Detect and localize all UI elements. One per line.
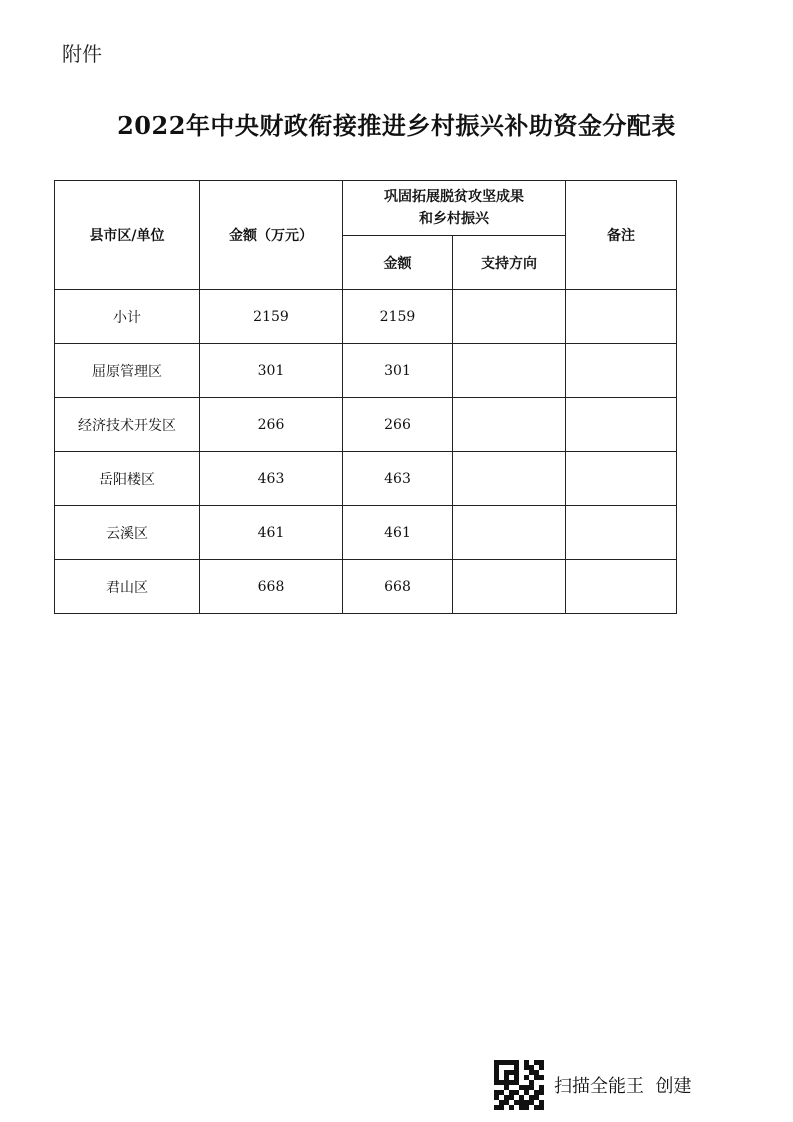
table-row bbox=[55, 506, 677, 560]
header-sub-direction: 支持方向 bbox=[453, 236, 566, 290]
row-sub-amount: 463 bbox=[343, 452, 453, 506]
row-sub-amount: 2159 bbox=[343, 290, 453, 344]
row-remark bbox=[566, 344, 677, 398]
row-sub-amount: 301 bbox=[343, 344, 453, 398]
header-row-1 bbox=[55, 181, 677, 236]
row-direction bbox=[453, 290, 566, 344]
row-amount: 668 bbox=[200, 560, 343, 614]
table-row bbox=[55, 344, 677, 398]
scanner-watermark bbox=[494, 1060, 691, 1110]
allocation-table bbox=[54, 180, 677, 614]
row-remark bbox=[566, 506, 677, 560]
qr-code-icon bbox=[494, 1060, 544, 1110]
table-row bbox=[55, 452, 677, 506]
row-direction bbox=[453, 398, 566, 452]
row-remark bbox=[566, 560, 677, 614]
row-unit: 岳阳楼区 bbox=[55, 452, 200, 506]
row-unit: 小计 bbox=[55, 290, 200, 344]
row-direction bbox=[453, 344, 566, 398]
row-direction bbox=[453, 560, 566, 614]
row-remark bbox=[566, 452, 677, 506]
header-group bbox=[343, 181, 566, 236]
row-unit: 经济技术开发区 bbox=[55, 398, 200, 452]
row-amount: 463 bbox=[200, 452, 343, 506]
row-amount: 266 bbox=[200, 398, 343, 452]
row-amount: 461 bbox=[200, 506, 343, 560]
row-sub-amount: 668 bbox=[343, 560, 453, 614]
table-row bbox=[55, 398, 677, 452]
row-unit: 君山区 bbox=[55, 560, 200, 614]
row-sub-amount: 461 bbox=[343, 506, 453, 560]
header-remark: 备注 bbox=[566, 181, 677, 290]
row-unit: 屈原管理区 bbox=[55, 344, 200, 398]
watermark-text: 扫描全能王 创建 bbox=[554, 1076, 692, 1097]
row-unit: 云溪区 bbox=[55, 506, 200, 560]
header-sub-amount: 金额 bbox=[343, 236, 453, 290]
table-row bbox=[55, 290, 677, 344]
header-unit: 县市区/单位 bbox=[55, 181, 200, 290]
header-group-line-2: 和乡村振兴 bbox=[419, 211, 489, 227]
header-amount: 金额（万元） bbox=[200, 181, 343, 290]
table-row bbox=[55, 560, 677, 614]
row-sub-amount: 266 bbox=[343, 398, 453, 452]
row-direction bbox=[453, 506, 566, 560]
attachment-label: 附件 bbox=[62, 42, 102, 66]
row-amount: 2159 bbox=[200, 290, 343, 344]
document-title: 2022年中央财政衔接推进乡村振兴补助资金分配表 bbox=[117, 111, 676, 140]
row-remark bbox=[566, 290, 677, 344]
row-remark bbox=[566, 398, 677, 452]
row-amount: 301 bbox=[200, 344, 343, 398]
row-direction bbox=[453, 452, 566, 506]
header-group-line-1: 巩固拓展脱贫攻坚成果 bbox=[384, 189, 524, 205]
